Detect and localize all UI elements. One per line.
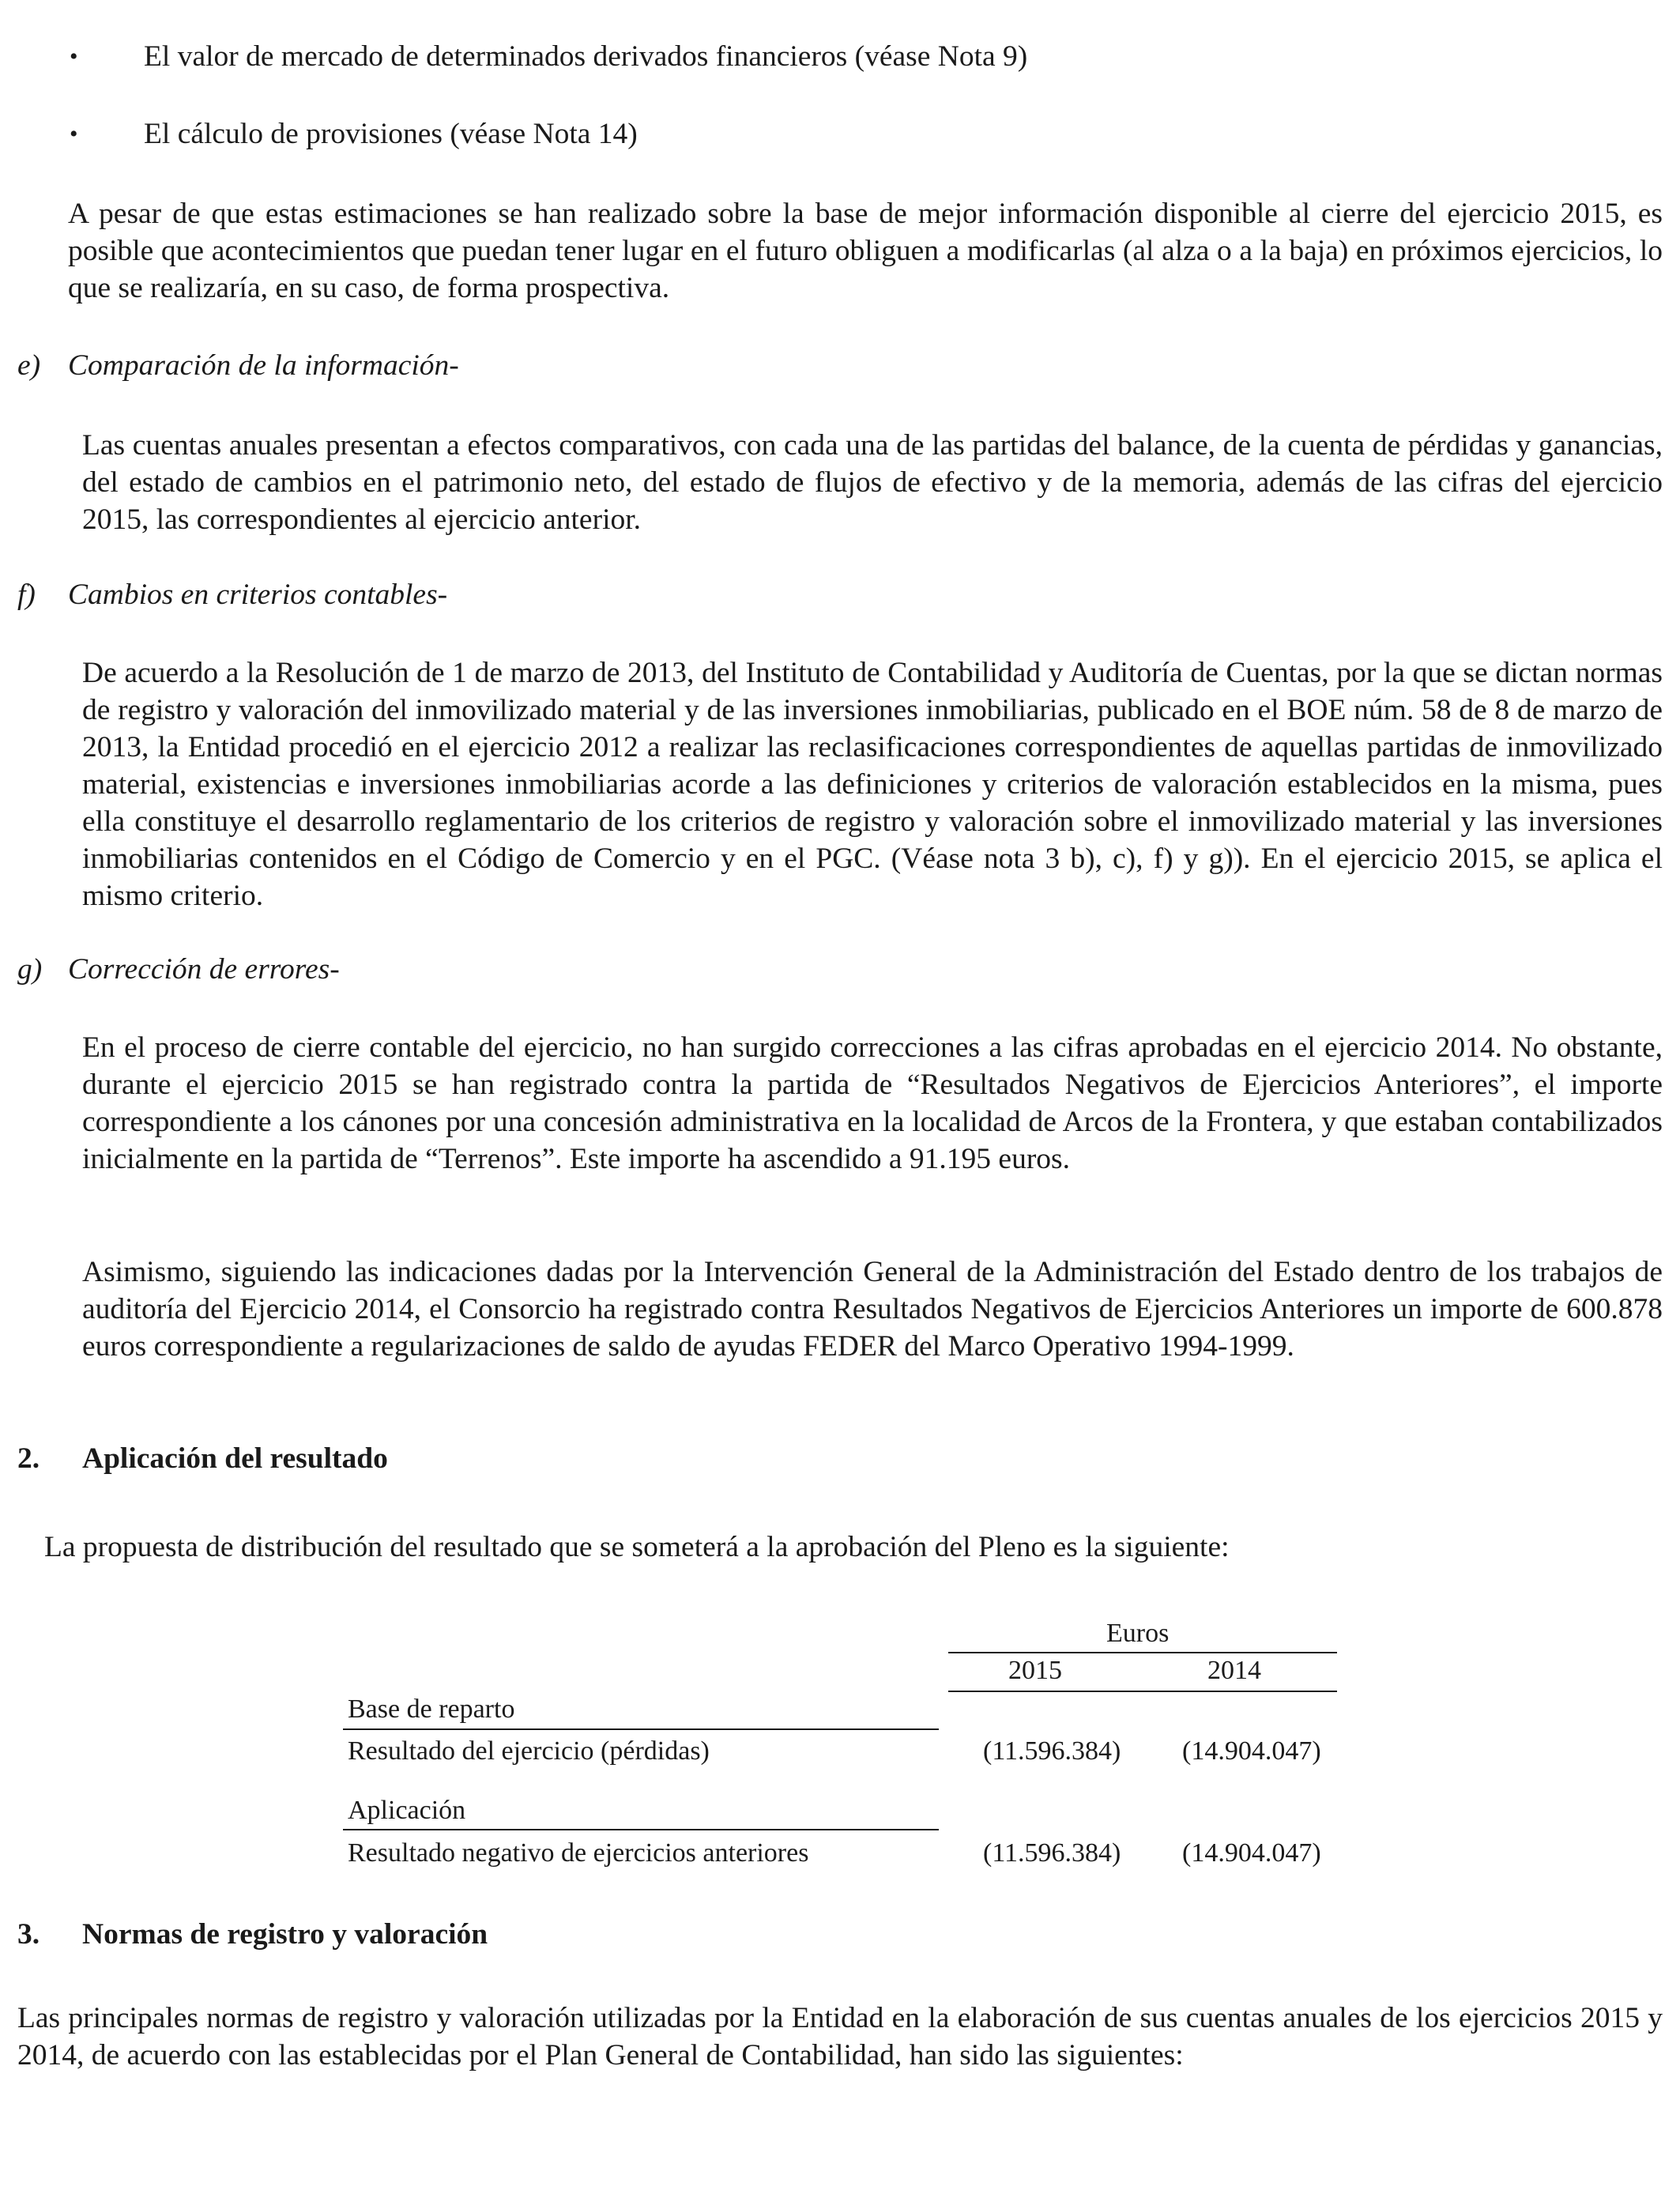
subsection-letter: f) — [17, 579, 36, 611]
subsection-paragraph: De acuerdo a la Resolución de 1 de marzo de 2013, del Instituto de Contabilidad y Auditoría de Cuentas, por la que se dictan normas de registro y valoración del inmovilizado material y de las inversiones inmobiliarias, publicado en el BOE núm. 58 de 8 de marzo de 2013, la Entidad procedió en el ejercicio 2012 a realizar las reclasificaciones correspondientes de aquellas partidas de inmovilizado material, existencias e inversiones inmobiliarias acorde a las definiciones y criterios de valoración establecidos en la misma, pues ella constituye el desarrollo reglamentario de los criterios de registro y valoración sobre el inmovilizado material y las inversiones inmobiliarias contenidos en el Código de Comercio y en el PGC. (Véase nota 3 b), c), f) y g)). En el ejercicio 2015, se aplica el mismo criterio. — [82, 657, 1663, 912]
bullet-icon: • — [70, 43, 78, 70]
row-label: Resultado del ejercicio (pérdidas) — [348, 1736, 710, 1766]
bullet-text: El cálculo de provisiones (véase Nota 14) — [144, 118, 638, 150]
subsection-letter: g) — [17, 953, 43, 986]
section-number: 2. — [17, 1442, 40, 1475]
bullet-icon: • — [70, 121, 78, 147]
header-rule — [948, 1652, 1337, 1653]
value-2014: (14.904.047) — [1182, 1736, 1321, 1766]
year-header: 2015 — [1008, 1656, 1062, 1685]
subsection-title: Corrección de errores- — [68, 953, 340, 986]
value-2015: (11.596.384) — [983, 1838, 1121, 1868]
year-header: 2014 — [1207, 1656, 1261, 1685]
bullet-text: El valor de mercado de determinados derivados financieros (véase Nota 9) — [144, 40, 1028, 73]
row-label: Resultado negativo de ejercicios anteriores — [348, 1838, 809, 1868]
intro-paragraph: A pesar de que estas estimaciones se han realizado sobre la base de mejor información disponible al cierre del ejercicio 2015, es posible que acontecimientos que puedan tener lugar en el futuro obliguen a modificarlas (al alza o a la baja) en próximos ejercicios, lo que se realizaría, en su caso, de forma prospectiva. — [68, 198, 1663, 304]
subsection-title: Cambios en criterios contables- — [68, 579, 448, 611]
subsection-paragraph: Las cuentas anuales presentan a efectos comparativos, con cada una de las partidas del balance, de la cuenta de pérdidas y ganancias, del estado de cambios en el patrimonio neto, del estado de flujos de efectivo y de la memoria, además de las cifras del ejercicio 2015, las correspondientes al ejercicio anterior. — [82, 429, 1663, 536]
group-heading: Aplicación — [348, 1796, 466, 1825]
subsection-paragraph: Asimismo, siguiendo las indicaciones dadas por la Intervención General de la Administración del Estado dentro de los trabajos de auditoría del Ejercicio 2014, el Consorcio ha registrado contra Resultados Negativos de Ejercicios Anteriores un importe de 600.878 euros correspondiente a regularizaciones de saldo de ayudas FEDER del Marco Operativo 1994-1999. — [82, 1256, 1663, 1363]
section3-paragraph: Las principales normas de registro y valoración utilizadas por la Entidad en la elaboración de sus cuentas anuales de los ejercicios 2015 y 2014, de acuerdo con las establecidas por el Plan General de Contabilidad, han sido las siguientes: — [17, 2002, 1663, 2071]
group-heading: Base de reparto — [348, 1695, 515, 1724]
subsection-paragraph: En el proceso de cierre contable del ejercicio, no han surgido correcciones a las cifras aprobadas en el ejercicio 2014. No obstante, durante el ejercicio 2015 se han registrado contra la partida de “Resultados Negativos de Ejercicios Anteriores”, el importe correspondiente a los cánones por una concesión administrativa en la localidad de Arcos de la Frontera, y que estaban contabilizados inicialmente en la partida de “Terrenos”. Este importe ha ascendido a 91.195 euros. — [82, 1031, 1663, 1175]
value-2014: (14.904.047) — [1182, 1838, 1321, 1868]
section2-intro: La propuesta de distribución del resultado que se someterá a la aprobación del Pleno es la siguiente: — [44, 1531, 1230, 1563]
section-title: Aplicación del resultado — [82, 1442, 388, 1475]
currency-header: Euros — [1106, 1619, 1170, 1648]
section-title: Normas de registro y valoración — [82, 1918, 488, 1951]
group-rule — [343, 1829, 939, 1830]
group-rule — [343, 1728, 939, 1730]
value-2015: (11.596.384) — [983, 1736, 1121, 1766]
section-number: 3. — [17, 1918, 40, 1951]
subsection-title: Comparación de la información- — [68, 349, 459, 382]
header-rule — [948, 1691, 1337, 1692]
subsection-letter: e) — [17, 349, 41, 382]
